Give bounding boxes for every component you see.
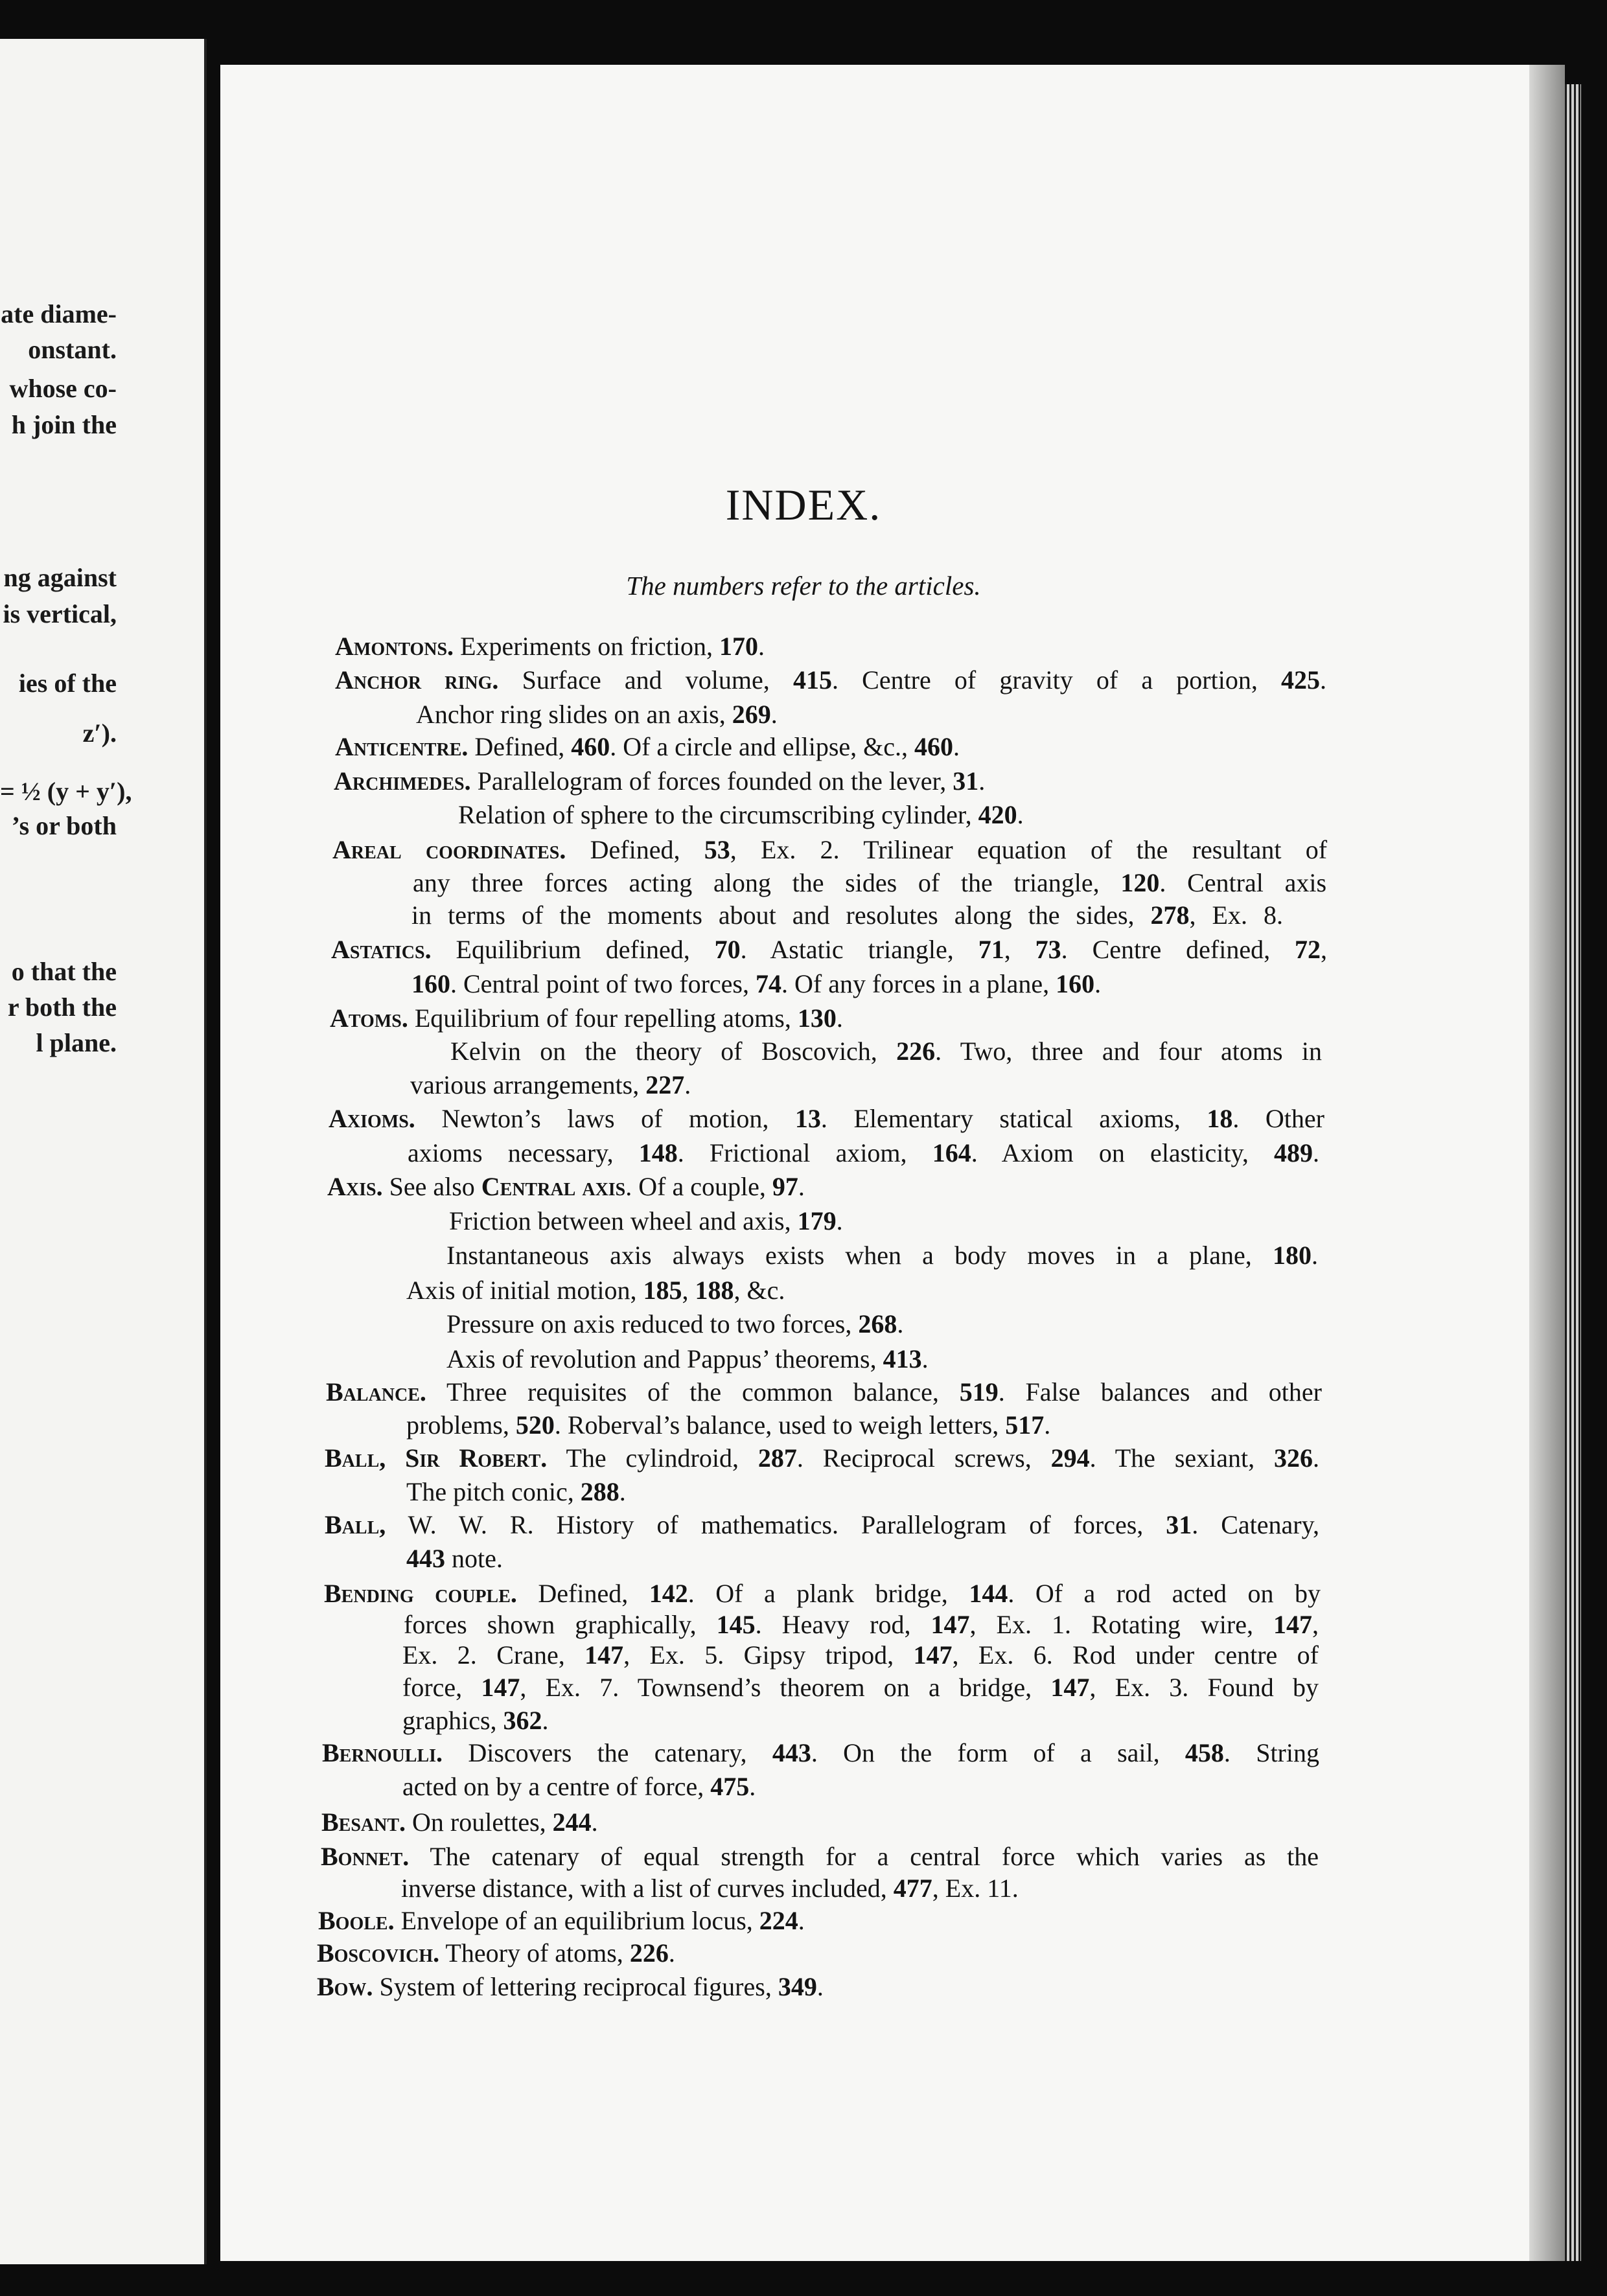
index-text: ,: [1312, 1610, 1319, 1639]
article-number: 70: [714, 935, 741, 964]
index-text: problems,: [406, 1410, 516, 1440]
index-text: Defined,: [468, 732, 572, 761]
index-line: [321, 1844, 1319, 1870]
index-line: [406, 1412, 1050, 1438]
index-line: [334, 768, 985, 794]
index-line: [413, 870, 1326, 896]
index-line: [332, 837, 1327, 863]
index-text: . Other: [1232, 1104, 1324, 1133]
index-text: ,: [1321, 935, 1328, 964]
index-text: Defined,: [516, 1579, 649, 1608]
article-number: 326: [1274, 1443, 1313, 1473]
article-number: 97: [772, 1172, 798, 1201]
article-number: 147: [1050, 1673, 1090, 1702]
index-text: . Of a plank bridge,: [688, 1579, 969, 1608]
index-text: .: [684, 1070, 691, 1099]
index-text: Axis of initial motion,: [406, 1276, 643, 1305]
index-text: various arrangements,: [410, 1070, 646, 1099]
index-text: . Central point of two forces,: [450, 969, 756, 998]
index-text: .: [1044, 1410, 1051, 1440]
index-text: .: [978, 766, 986, 796]
article-number: 244: [552, 1808, 592, 1837]
index-text: Axis of revolution and Pappus’ theorems,: [446, 1344, 883, 1373]
article-number: 443: [406, 1544, 445, 1573]
index-text: .: [1312, 1241, 1318, 1270]
index-text: On roulettes,: [406, 1808, 553, 1837]
article-number: 517: [1005, 1410, 1045, 1440]
index-text: , Ex. 3. Found by: [1089, 1673, 1319, 1702]
index-text: . Elementary statical axioms,: [820, 1104, 1207, 1133]
index-line: [331, 937, 1327, 963]
index-line: [329, 1106, 1324, 1132]
index-text: any three forces acting along the sides of the triangle,: [413, 868, 1121, 897]
index-text: .: [836, 1004, 843, 1033]
index-text: acted on by a centre of force,: [402, 1772, 711, 1801]
index-line: [406, 1479, 626, 1505]
index-heading: Boscovich.: [317, 1938, 440, 1968]
article-number: 227: [645, 1070, 685, 1099]
index-line: [335, 734, 960, 760]
index-line: [321, 1809, 598, 1835]
index-text: forces shown graphically,: [404, 1610, 717, 1639]
article-number: 120: [1120, 868, 1160, 897]
previous-page-line: o that the: [11, 957, 117, 986]
index-text: The cylindroid,: [547, 1443, 758, 1473]
index-text: graphics,: [402, 1706, 503, 1735]
index-text: .: [798, 1906, 805, 1935]
index-text: . Centre of gravity of a portion,: [831, 665, 1281, 695]
index-line: [326, 1379, 1322, 1405]
previous-page-line: = ½ (y + y′),: [0, 777, 132, 806]
index-line: [324, 1581, 1321, 1607]
index-heading: Areal coordinates.: [332, 835, 566, 864]
index-text: The pitch conic,: [406, 1477, 581, 1506]
index-line: [458, 802, 1024, 828]
index-text: Pressure on axis reduced to two forces,: [446, 1309, 859, 1338]
index-line: [402, 1708, 549, 1734]
index-text: .: [897, 1309, 904, 1338]
index-heading: Bernoulli.: [322, 1738, 443, 1767]
index-line: [411, 902, 1283, 928]
article-number: 443: [772, 1738, 811, 1767]
article-number: 147: [913, 1640, 953, 1670]
index-line: [335, 634, 765, 660]
index-text: .: [798, 1172, 805, 1201]
index-text: . Astatic triangle,: [740, 935, 978, 964]
index-text: Equilibrium of four repelling atoms,: [408, 1004, 798, 1033]
article-number: 160: [411, 969, 450, 998]
article-number: 179: [797, 1206, 837, 1235]
index-text: , Ex. 5. Gipsy tripod,: [623, 1640, 914, 1670]
article-number: 170: [719, 632, 758, 661]
index-text: . Catenary,: [1192, 1510, 1319, 1539]
index-line: [335, 667, 1326, 693]
index-text: Experiments on friction,: [454, 632, 719, 661]
article-number: 74: [756, 969, 781, 998]
index-text: .: [749, 1772, 756, 1801]
index-text: .: [1313, 1138, 1320, 1167]
article-number: 144: [969, 1579, 1008, 1608]
index-text: axioms necessary,: [408, 1138, 639, 1167]
article-number: 226: [896, 1037, 936, 1066]
article-number: 224: [759, 1906, 798, 1935]
index-text: inverse distance, with a list of curves included,: [401, 1874, 894, 1903]
index-text: See also: [382, 1172, 481, 1201]
index-text: Instantaneous axis always exists when a body moves in a plane,: [446, 1241, 1273, 1270]
article-number: 287: [757, 1443, 797, 1473]
article-number: 268: [858, 1309, 897, 1338]
index-line: [327, 1174, 805, 1200]
index-text: . The sexiant,: [1089, 1443, 1275, 1473]
index-text: W. W. R. History of mathematics. Parallelogram of forces,: [386, 1510, 1166, 1539]
index-line: [450, 1039, 1322, 1064]
index-text: , Ex. 6. Rod under centre of: [952, 1640, 1319, 1670]
index-line: [449, 1208, 843, 1234]
article-number: 278: [1150, 901, 1190, 930]
previous-page-line: h join the: [11, 410, 117, 439]
index-heading: Axioms.: [329, 1104, 415, 1133]
article-number: 269: [732, 700, 771, 729]
index-heading: Boole.: [318, 1906, 395, 1935]
index-text: .: [836, 1206, 843, 1235]
article-number: 145: [716, 1610, 756, 1639]
index-text: Friction between wheel and axis,: [449, 1206, 798, 1235]
article-number: 142: [649, 1579, 688, 1608]
index-text: . Frictional axiom,: [677, 1138, 932, 1167]
index-text: ,: [1004, 935, 1035, 964]
article-number: 425: [1281, 665, 1320, 695]
index-text: ,: [682, 1276, 695, 1305]
index-line: [446, 1311, 903, 1337]
index-text: . String: [1223, 1738, 1319, 1767]
article-number: 147: [1273, 1610, 1313, 1639]
article-number: 226: [629, 1938, 669, 1968]
article-number: 294: [1050, 1443, 1090, 1473]
index-line: [325, 1512, 1319, 1538]
index-text: Parallelogram of forces founded on the lever,: [470, 766, 953, 796]
article-number: 130: [797, 1004, 837, 1033]
index-text: . Two, three and four atoms in: [935, 1037, 1322, 1066]
index-line: [317, 1940, 675, 1966]
previous-page-line: ’s or both: [11, 811, 117, 840]
index-heading: Anticentre.: [335, 732, 468, 761]
index-line: [401, 1876, 1019, 1901]
index-line: [411, 971, 1101, 997]
article-number: 413: [883, 1344, 922, 1373]
index-text: Relation of sphere to the circumscribing cylinder,: [458, 800, 978, 829]
index-text: . Heavy rod,: [755, 1610, 931, 1639]
index-heading: Besant.: [321, 1808, 406, 1837]
index-line: [410, 1072, 691, 1098]
index-text: .: [953, 732, 960, 761]
index-line: [406, 1546, 503, 1572]
article-number: 147: [584, 1640, 624, 1670]
index-heading: Anchor ring.: [335, 665, 499, 695]
index-text: force,: [402, 1673, 481, 1702]
index-text: , Ex. 11.: [932, 1874, 1019, 1903]
index-line: [408, 1140, 1319, 1166]
index-text: .: [816, 1972, 824, 2001]
index-line: [318, 1908, 805, 1934]
index-line: [446, 1243, 1318, 1269]
index-text: .: [1320, 665, 1326, 695]
index-heading: Balance.: [326, 1377, 426, 1406]
index-text: . Reciprocal screws,: [796, 1443, 1051, 1473]
article-number: 72: [1295, 935, 1321, 964]
article-number: 288: [580, 1477, 619, 1506]
article-number: 519: [959, 1377, 999, 1406]
article-number: 362: [503, 1706, 542, 1735]
article-number: 489: [1274, 1138, 1313, 1167]
index-text: . Centre defined,: [1061, 935, 1295, 964]
index-line: [402, 1642, 1319, 1668]
index-text: .: [770, 700, 778, 729]
article-number: 420: [978, 800, 1017, 829]
article-number: 18: [1207, 1104, 1233, 1133]
index-text: . Of any forces in a plane,: [781, 969, 1056, 998]
index-line: [446, 1346, 929, 1372]
index-heading: Ball, Sir Robert.: [325, 1443, 548, 1473]
index-text: . Of a circle and ellipse, &c.,: [610, 732, 915, 761]
index-heading: Atoms.: [330, 1004, 408, 1033]
index-text: The catenary of equal strength for a central force which varies as the: [409, 1842, 1319, 1871]
article-number: 31: [953, 766, 979, 796]
index-text: Surface and volume,: [498, 665, 793, 695]
index-line: [406, 1278, 785, 1303]
index-text: in terms of the moments about and resolutes along the sides,: [411, 901, 1151, 930]
previous-page-line: ng against: [3, 563, 117, 592]
article-number: 160: [1056, 969, 1095, 998]
index-line: [322, 1740, 1319, 1766]
index-text: , Ex. 8.: [1189, 901, 1283, 930]
index-heading: Archimedes.: [334, 766, 471, 796]
article-number: 475: [710, 1772, 750, 1801]
article-number: 147: [481, 1673, 520, 1702]
index-text: .: [1313, 1443, 1320, 1473]
index-text: System of lettering reciprocal figures,: [373, 1972, 778, 2001]
index-text: , Ex. 1. Rotating wire,: [969, 1610, 1274, 1639]
previous-page-line: r both the: [7, 993, 117, 1022]
index-text: .: [619, 1477, 626, 1506]
previous-page-line: ies of the: [18, 669, 117, 698]
index-heading: Amontons.: [335, 632, 454, 661]
index-text: .: [668, 1938, 675, 1968]
article-number: 180: [1273, 1241, 1312, 1270]
index-text: Equilibrium defined,: [431, 935, 715, 964]
article-number: 415: [792, 665, 832, 695]
index-text: . False balances and other: [998, 1377, 1322, 1406]
article-number: 73: [1035, 935, 1061, 964]
index-text: Defined,: [566, 835, 704, 864]
article-number: 188: [695, 1276, 734, 1305]
index-text: .: [591, 1808, 598, 1837]
index-text: , Ex. 7. Townsend’s theorem on a bridge,: [520, 1673, 1051, 1702]
previous-page-line: onstant.: [28, 335, 117, 364]
index-line: [402, 1675, 1319, 1701]
index-text: Anchor ring slides on an axis,: [416, 700, 732, 729]
index-heading: Bending couple.: [324, 1579, 517, 1608]
article-number: 164: [932, 1138, 971, 1167]
index-heading: Ball,: [325, 1510, 386, 1539]
index-heading: Astatics.: [331, 935, 432, 964]
index-line: [416, 702, 778, 728]
index-text: .: [1094, 969, 1102, 998]
index-line: [325, 1445, 1319, 1471]
index-text: . On the form of a sail,: [811, 1738, 1185, 1767]
index-text: . Of a rod acted on by: [1008, 1579, 1321, 1608]
index-heading: Bonnet.: [321, 1842, 410, 1871]
index-heading: Central axis: [481, 1172, 626, 1201]
index-text: .: [757, 632, 765, 661]
index-line: [404, 1612, 1319, 1638]
article-number: 520: [515, 1410, 555, 1440]
index-heading: Bow.: [317, 1972, 373, 2001]
article-number: 71: [978, 935, 1004, 964]
index-text: note.: [445, 1544, 503, 1573]
index-line: [330, 1005, 843, 1031]
article-number: 458: [1185, 1738, 1224, 1767]
index-text: Newton’s laws of motion,: [415, 1104, 795, 1133]
article-number: 477: [893, 1874, 932, 1903]
index-text: Discovers the catenary,: [443, 1738, 772, 1767]
previous-page-line: l plane.: [36, 1028, 117, 1057]
index-text: , Ex. 2. Trilinear equation of the resultant of: [730, 835, 1328, 864]
article-number: 460: [571, 732, 610, 761]
index-text: .: [921, 1344, 929, 1373]
article-number: 31: [1166, 1510, 1192, 1539]
index-text: Theory of atoms,: [439, 1938, 630, 1968]
index-text: Three requisites of the common balance,: [426, 1377, 960, 1406]
previous-page-line: z′).: [82, 718, 117, 748]
index-line: [317, 1974, 824, 2000]
index-text: .: [1017, 800, 1024, 829]
article-number: 13: [794, 1104, 821, 1133]
index-text: . Central axis: [1159, 868, 1327, 897]
article-number: 148: [638, 1138, 678, 1167]
index-text: , &c.: [734, 1276, 785, 1305]
previous-page-line: is vertical,: [3, 599, 117, 628]
article-number: 53: [704, 835, 730, 864]
article-number: 349: [778, 1972, 817, 2001]
index-heading: Axis.: [327, 1172, 383, 1201]
index-line: [402, 1774, 756, 1800]
index-text: . Of a couple,: [625, 1172, 772, 1201]
index-text: Kelvin on the theory of Boscovich,: [450, 1037, 897, 1066]
index-text: . Axiom on elasticity,: [971, 1138, 1275, 1167]
previous-page-line: ate diame-: [1, 299, 117, 328]
index-text: Envelope of an equilibrium locus,: [394, 1906, 759, 1935]
index-text: .: [542, 1706, 549, 1735]
article-number: 185: [643, 1276, 682, 1305]
index-text: Ex. 2. Crane,: [402, 1640, 585, 1670]
article-number: 460: [914, 732, 954, 761]
article-number: 147: [931, 1610, 970, 1639]
page-title: INDEX.: [725, 480, 882, 529]
previous-page-line: whose co-: [9, 374, 117, 403]
page-subtitle: The numbers refer to the articles.: [626, 571, 981, 601]
index-text: . Roberval’s balance, used to weigh letters,: [554, 1410, 1006, 1440]
